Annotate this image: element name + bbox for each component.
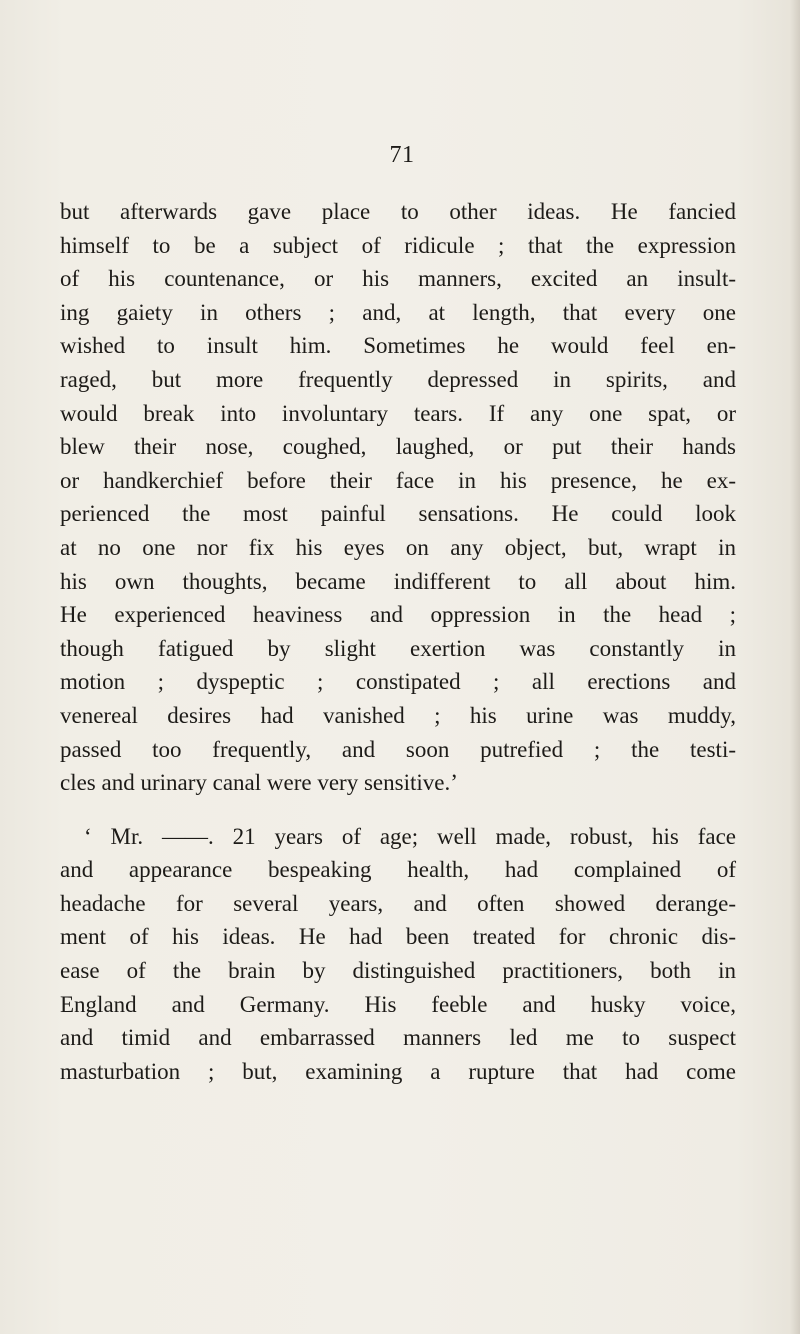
text-line: ease of the brain by distinguished practitioners, both in [60,958,736,984]
text-line: ‘ Mr. ——. 21 years of age; well made, robust, his face [84,823,736,849]
text-line: but afterwards gave place to other ideas. He fancied [60,199,736,224]
text-line: masturbation ; but, examining a rupture that had come [60,1058,736,1084]
text-line: cles and urinary canal were very sensitive.’ [60,770,458,796]
text-line: blew their nose, coughed, laughed, or put their hands [60,434,736,460]
text-line: venereal desires had vanished ; his urine was muddy, [60,702,736,728]
text-line: his own thoughts, became indifferent to all about him. [60,568,736,594]
text-line: and appearance bespeaking health, had complained of [60,857,736,883]
text-line: wished to insult him. Sometimes he would feel en- [60,333,736,359]
body-text [60,195,736,1088]
text-line: of his countenance, or his manners, excited an insult- [60,266,736,292]
page-edge-shadow [790,0,800,1334]
text-line: motion ; dyspeptic ; constipated ; all erections and [60,669,736,695]
text-line: himself to be a subject of ridicule ; that the expression [60,232,736,258]
paragraph-1 [60,195,736,800]
text-line: He experienced heaviness and oppression in the head ; [60,602,736,628]
text-line: and timid and embarrassed manners led me to suspect [60,1025,736,1051]
text-line: at no one nor fix his eyes on any object, but, wrapt in [60,534,736,560]
page-number: 71 [389,142,415,168]
paragraph-2 [60,820,736,1089]
paragraph-gap [60,800,736,820]
text-line: or handkerchief before their face in his presence, he ex- [60,467,736,493]
text-line: would break into involuntary tears. If any one spat, or [60,400,736,426]
text-line: passed too frequently, and soon putrefied ; the testi- [60,736,736,762]
text-line: headache for several years, and often showed derange- [60,890,736,916]
text-line: ing gaiety in others ; and, at length, that every one [60,299,736,325]
text-line: ment of his ideas. He had been treated for chronic dis- [60,924,736,950]
text-line: England and Germany. His feeble and husky voice, [60,991,736,1017]
text-line: raged, but more frequently depressed in spirits, and [60,366,736,392]
text-line: though fatigued by slight exertion was constantly in [60,635,736,661]
text-line: perienced the most painful sensations. He could look [60,501,736,527]
